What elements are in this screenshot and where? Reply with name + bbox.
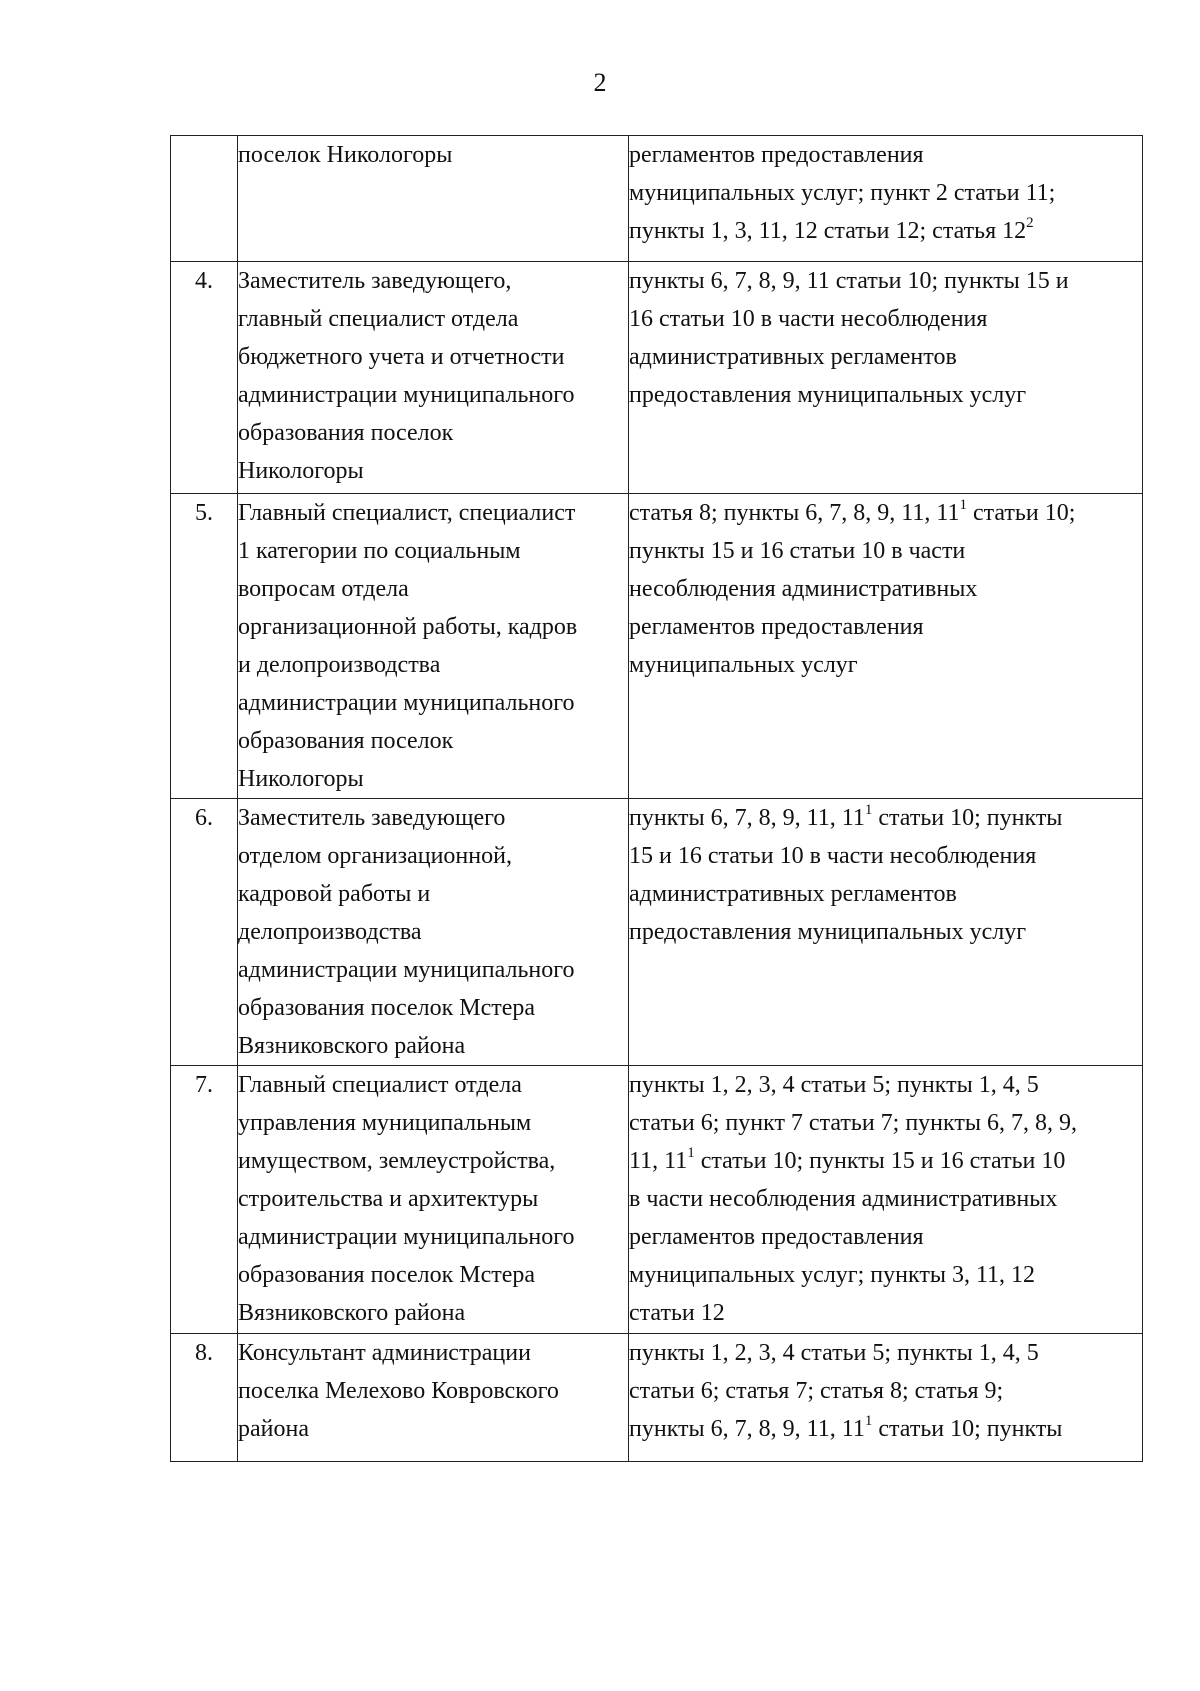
articles-text: статьи 10; пункты 15 и 16 статьи 10 bbox=[694, 1148, 1066, 1174]
row-number: 8. bbox=[171, 1334, 238, 1462]
articles-text: статьи 10; bbox=[966, 500, 1076, 526]
position-line: организационной работы, кадров bbox=[238, 614, 578, 640]
articles-text: пункты 15 и 16 статьи 10 в части bbox=[629, 538, 966, 564]
articles-line bbox=[629, 532, 1142, 570]
articles-line bbox=[629, 1218, 1142, 1256]
articles-line bbox=[629, 262, 1142, 300]
position-line: строительства и архитектуры bbox=[238, 1186, 539, 1212]
position-line: и делопроизводства bbox=[238, 652, 441, 678]
position-line: образования поселок bbox=[238, 728, 454, 754]
articles-text: 16 статьи 10 в части несоблюдения bbox=[629, 306, 988, 332]
articles-text: административных регламентов bbox=[629, 881, 957, 907]
position-line: Никологоры bbox=[238, 766, 364, 792]
articles-line bbox=[629, 136, 1142, 174]
articles-line bbox=[629, 1294, 1142, 1332]
table-row bbox=[171, 262, 1143, 494]
row-number: 6. bbox=[171, 799, 238, 1066]
articles-text: статья 8; пункты 6, 7, 8, 9, 11, 11 bbox=[629, 500, 960, 526]
articles-text: пункты 1, 3, 11, 12 статьи 12; статья 12 bbox=[629, 218, 1027, 244]
articles-text: статьи 10; пункты bbox=[872, 1416, 1063, 1442]
position-line: администрации муниципального bbox=[238, 382, 575, 408]
articles-line bbox=[629, 1066, 1142, 1104]
table-row bbox=[171, 799, 1143, 1066]
position-cell bbox=[238, 1066, 629, 1334]
position-line: вопросам отдела bbox=[238, 576, 409, 602]
articles-cell bbox=[629, 1066, 1143, 1334]
position-cell bbox=[238, 1334, 629, 1462]
position-line: района bbox=[238, 1416, 309, 1442]
superscript: 1 bbox=[864, 1413, 873, 1429]
articles-line bbox=[629, 376, 1142, 414]
position-cell bbox=[238, 262, 629, 494]
articles-line bbox=[629, 1142, 1142, 1180]
position-line: кадровой работы и bbox=[238, 881, 431, 907]
position-line: администрации муниципального bbox=[238, 690, 575, 716]
articles-text: административных регламентов bbox=[629, 344, 957, 370]
articles-text: предоставления муниципальных услуг bbox=[629, 919, 1027, 945]
articles-cell bbox=[629, 799, 1143, 1066]
position-line: Консультант администрации bbox=[238, 1340, 531, 1366]
articles-text: 15 и 16 статьи 10 в части несоблюдения bbox=[629, 843, 1037, 869]
position-line: администрации муниципального bbox=[238, 957, 575, 983]
position-line: администрации муниципального bbox=[238, 1224, 575, 1250]
table-row bbox=[171, 136, 1143, 262]
superscript: 1 bbox=[959, 497, 967, 513]
articles-line bbox=[629, 837, 1142, 875]
position-line: образования поселок Мстера bbox=[238, 1262, 536, 1288]
position-line: Главный специалист, специалист bbox=[238, 500, 576, 526]
articles-text: муниципальных услуг; пункт 2 статьи 11; bbox=[629, 180, 1056, 206]
articles-text: пункты 6, 7, 8, 9, 11, 11 bbox=[629, 1416, 865, 1442]
articles-line bbox=[629, 1256, 1142, 1294]
superscript: 1 bbox=[864, 802, 873, 818]
articles-text: статьи 6; статья 7; статья 8; статья 9; bbox=[629, 1378, 1004, 1404]
articles-line bbox=[629, 799, 1142, 837]
position-line: Заместитель заведующего bbox=[238, 805, 506, 831]
position-line: Вязниковского района bbox=[238, 1033, 466, 1059]
position-line: управления муниципальным bbox=[238, 1110, 532, 1136]
articles-text: муниципальных услуг; пункты 3, 11, 12 bbox=[629, 1262, 1036, 1288]
articles-text: регламентов предоставления bbox=[629, 142, 924, 168]
position-cell bbox=[238, 494, 629, 799]
position-line: Заместитель заведующего, bbox=[238, 268, 512, 294]
superscript: 2 bbox=[1026, 215, 1034, 231]
articles-line bbox=[629, 1410, 1142, 1448]
row-number: 4. bbox=[171, 262, 238, 494]
articles-line bbox=[629, 646, 1142, 684]
articles-line bbox=[629, 494, 1142, 532]
articles-line bbox=[629, 1104, 1142, 1142]
position-line: поселка Мелехово Ковровского bbox=[238, 1378, 559, 1404]
position-line: 1 категории по социальным bbox=[238, 538, 521, 564]
articles-text: муниципальных услуг bbox=[629, 652, 858, 678]
articles-line bbox=[629, 875, 1142, 913]
position-line: Главный специалист отдела bbox=[238, 1072, 522, 1098]
articles-line bbox=[629, 1334, 1142, 1372]
position-cell bbox=[238, 799, 629, 1066]
superscript: 1 bbox=[687, 1145, 695, 1161]
articles-line bbox=[629, 570, 1142, 608]
officials-table bbox=[170, 135, 1143, 1462]
position-line: главный специалист отдела bbox=[238, 306, 519, 332]
position-line: поселок Никологоры bbox=[238, 142, 453, 168]
articles-text: пункты 6, 7, 8, 9, 11 статьи 10; пункты 15 и bbox=[629, 268, 1069, 294]
position-line: образования поселок Мстера bbox=[238, 995, 536, 1021]
articles-line bbox=[629, 212, 1142, 250]
page-number: 2 bbox=[593, 68, 607, 97]
articles-text: статьи 12 bbox=[629, 1300, 725, 1326]
articles-text: пункты 1, 2, 3, 4 статьи 5; пункты 1, 4, 5 bbox=[629, 1072, 1039, 1098]
position-line: отделом организационной, bbox=[238, 843, 512, 869]
position-line: имуществом, землеустройства, bbox=[238, 1148, 556, 1174]
row-number: 5. bbox=[171, 494, 238, 799]
articles-text: статьи 10; пункты bbox=[872, 805, 1063, 831]
position-line: образования поселок bbox=[238, 420, 454, 446]
articles-text: 11, 11 bbox=[629, 1148, 688, 1174]
position-line: бюджетного учета и отчетности bbox=[238, 344, 565, 370]
row-number: 7. bbox=[171, 1066, 238, 1334]
articles-line bbox=[629, 1372, 1142, 1410]
articles-line bbox=[629, 608, 1142, 646]
articles-text: предоставления муниципальных услуг bbox=[629, 382, 1027, 408]
articles-line bbox=[629, 1180, 1142, 1218]
articles-cell bbox=[629, 262, 1143, 494]
articles-line bbox=[629, 338, 1142, 376]
articles-text: несоблюдения административных bbox=[629, 576, 978, 602]
articles-text: в части несоблюдения административных bbox=[629, 1186, 1058, 1212]
articles-text: регламентов предоставления bbox=[629, 614, 924, 640]
articles-cell bbox=[629, 136, 1143, 262]
articles-line bbox=[629, 913, 1142, 951]
table-row bbox=[171, 1334, 1143, 1462]
articles-cell bbox=[629, 1334, 1143, 1462]
position-cell bbox=[238, 136, 629, 262]
articles-text: пункты 1, 2, 3, 4 статьи 5; пункты 1, 4, 5 bbox=[629, 1340, 1039, 1366]
position-line: делопроизводства bbox=[238, 919, 422, 945]
articles-text: статьи 6; пункт 7 статьи 7; пункты 6, 7, 8, 9, bbox=[629, 1110, 1077, 1136]
position-line: Никологоры bbox=[238, 458, 364, 484]
table-row bbox=[171, 1066, 1143, 1334]
articles-line bbox=[629, 300, 1142, 338]
position-line: Вязниковского района bbox=[238, 1300, 466, 1326]
table-row bbox=[171, 494, 1143, 799]
articles-cell bbox=[629, 494, 1143, 799]
articles-text: регламентов предоставления bbox=[629, 1224, 924, 1250]
articles-text: пункты 6, 7, 8, 9, 11, 11 bbox=[629, 805, 865, 831]
articles-line bbox=[629, 174, 1142, 212]
table-body bbox=[171, 136, 1143, 1462]
row-number bbox=[171, 136, 238, 262]
